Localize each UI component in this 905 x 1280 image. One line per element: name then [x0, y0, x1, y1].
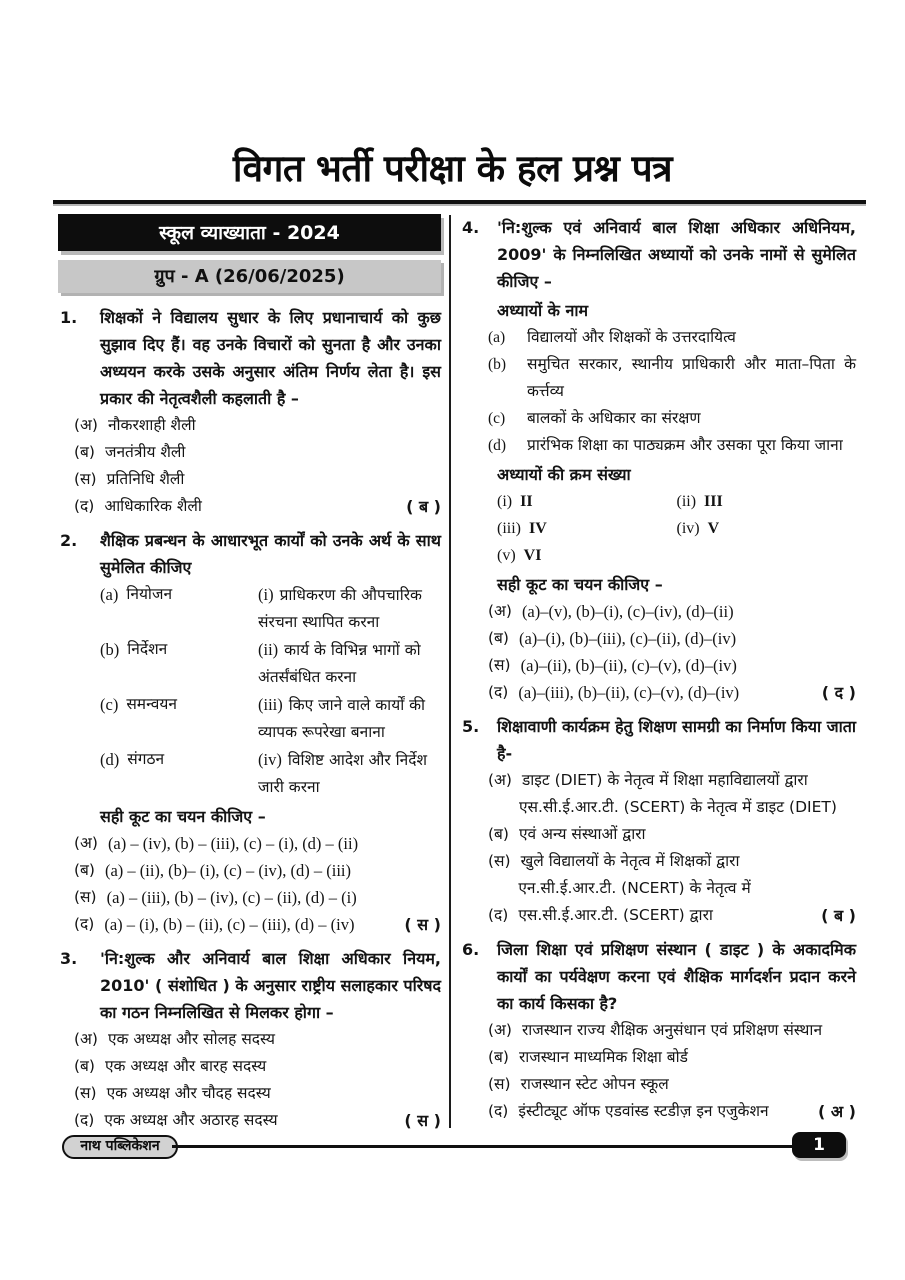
option-label: (स): [74, 1084, 97, 1102]
question-number: 6.: [462, 940, 480, 959]
chapter-row: [488, 324, 856, 351]
number-label: (iv): [676, 520, 700, 537]
option-text: इंस्टीट्यूट ऑफ एडवांस्ड स्टडीज़ इन एजुकेशन: [518, 1102, 769, 1120]
option-row: [74, 857, 441, 884]
option-label: (ब): [74, 1057, 95, 1075]
option-row: [488, 848, 856, 875]
option-label: (ब): [488, 825, 509, 843]
option-row: [74, 1053, 441, 1080]
question-text: शैक्षिक प्रबन्धन के आधारभूत कार्यों को उनके अर्थ के साथ सुमेलित कीजिए: [100, 531, 441, 577]
option-text: (a)–(ii), (b)–(ii), (c)–(v), (d)–(iv): [520, 656, 737, 675]
match-right-text: विशिष्ट आदेश और निर्देश जारी करना: [258, 751, 428, 796]
option-text: (a) – (ii), (b)– (i), (c) – (iv), (d) – (iii): [104, 861, 351, 880]
option-row: [488, 625, 856, 652]
question-3: [58, 945, 441, 1134]
chapter-row: [488, 405, 856, 432]
option-label: (अ): [74, 834, 98, 852]
chapter-row: [488, 432, 856, 459]
option-row: [74, 412, 441, 439]
option-label: (द): [74, 1111, 95, 1129]
option-label: (स): [488, 1075, 511, 1093]
option-row: [74, 1080, 441, 1107]
option-label: (अ): [488, 602, 512, 620]
option-text: राजस्थान राज्य शैक्षिक अनुसंधान एवं प्रशिक्षण संस्थान: [521, 1021, 823, 1039]
option-text: खुले विद्यालयों के नेतृत्व में शिक्षकों द्वारा: [520, 852, 740, 870]
chapter-numbers-heading: अध्यायों की क्रम संख्या: [497, 465, 631, 484]
chapter-text: बालकों के अधिकार का संरक्षण: [527, 409, 701, 427]
number-value: V: [707, 520, 720, 537]
question-4: [460, 214, 856, 706]
option-text: (a) – (i), (b) – (ii), (c) – (iii), (d) – (iv): [104, 915, 355, 934]
option-text: (a) – (iv), (b) – (iii), (c) – (i), (d) – (ii): [107, 834, 359, 853]
option-row: [74, 830, 441, 857]
option-label: (द): [74, 497, 95, 515]
roman-numbers-row: [497, 488, 856, 515]
option-label: (ब): [488, 629, 509, 647]
option-text: एक अध्यक्ष और अठारह सदस्य: [104, 1111, 278, 1129]
option-row: [74, 1107, 441, 1134]
option-label: (ब): [74, 443, 95, 461]
number-value: III: [704, 493, 723, 510]
chapter-text: समुचित सरकार, स्थानीय प्राधिकारी और माता–पिता के कर्त्तव्य: [527, 355, 856, 400]
option-row: [74, 466, 441, 493]
option-row: [74, 884, 441, 911]
option-label: (ब): [488, 1048, 509, 1066]
chapter-label: (a): [488, 329, 506, 346]
answer-key: ( स ): [404, 915, 441, 934]
match-right-label: (ii): [258, 640, 279, 659]
question-text: 'नि:शुल्क और अनिवार्य बाल शिक्षा अधिकार नियम, 2010' ( संशोधित ) के अनुसार राष्ट्रीय सलाहकार परिषद का गठन निम्नलिखित से मिलकर होगा –: [100, 949, 441, 1022]
number-label: (ii): [676, 493, 697, 510]
option-label: (ब): [74, 861, 95, 879]
match-left-label: (a): [100, 585, 119, 604]
question-1: [58, 304, 441, 520]
match-row: [100, 691, 441, 746]
option-label: (अ): [488, 1021, 512, 1039]
right-column: [460, 214, 856, 1132]
option-row: [488, 679, 856, 706]
roman-numbers-row: [497, 542, 856, 569]
chapter-names-heading: अध्यायों के नाम: [497, 301, 589, 320]
option-row: [488, 1071, 856, 1098]
option-text: डाइट (DIET) के नेतृत्व में शिक्षा महाविद्यालयों द्वारा: [521, 771, 808, 789]
exam-title-box: स्कूल व्याख्याता - 2024: [58, 214, 441, 251]
column-divider: [449, 215, 451, 1128]
question-text: शिक्षकों ने विद्यालय सुधार के लिए प्रधानाचार्य को कुछ सुझाव दिए हैं। वह उनके विचारों को सुनता है और उनका अध्ययन करके उसके अनुसार अंतिम निर्णय लेता है। इस प्रकार की नेतृत्वशैली कहलाती है –: [100, 308, 441, 408]
option-row: [488, 1017, 856, 1044]
option-row: [74, 911, 441, 938]
option-label: (स): [74, 888, 97, 906]
option-label: (स): [74, 470, 97, 488]
option-text: (a)–(i), (b)–(iii), (c)–(ii), (d)–(iv): [518, 629, 737, 648]
match-row: [100, 636, 441, 691]
number-value: VI: [523, 547, 542, 564]
chapter-label: (b): [488, 356, 507, 373]
answer-key: ( अ ): [818, 1102, 856, 1121]
title-rule: [53, 200, 866, 204]
option-text: एक अध्यक्ष और सोलह सदस्य: [107, 1030, 276, 1048]
question-5: [460, 713, 856, 929]
option-label: (स): [488, 852, 511, 870]
match-right-label: (iv): [258, 750, 282, 769]
option-text: (a)–(iii), (b)–(ii), (c)–(v), (d)–(iv): [518, 683, 740, 702]
code-heading: सही कूट का चयन कीजिए –: [100, 807, 266, 826]
match-left-text: नियोजन: [126, 585, 173, 603]
question-number: 4.: [462, 218, 480, 237]
question-6: [460, 936, 856, 1125]
code-heading: सही कूट का चयन कीजिए –: [497, 575, 663, 594]
question-number: 2.: [60, 531, 78, 550]
option-row: [488, 794, 856, 848]
answer-key: ( ब ): [406, 497, 441, 516]
match-left-label: (b): [100, 640, 120, 659]
option-label: (स): [488, 656, 511, 674]
number-value: IV: [529, 520, 547, 537]
number-label: (iii): [497, 520, 521, 537]
match-right-text: कार्य के विभिन्न भागों को अंतर्संबंधित करना: [258, 641, 421, 686]
option-label: (अ): [74, 1030, 98, 1048]
chapter-label: (c): [488, 410, 506, 427]
match-right-label: (i): [258, 585, 274, 604]
match-row: [100, 581, 441, 636]
option-row: [74, 493, 441, 520]
chapter-row: [488, 351, 856, 405]
option-label: (द): [74, 915, 95, 933]
match-left-text: समन्वयन: [126, 695, 177, 713]
number-value: II: [520, 493, 533, 510]
match-left-label: (c): [100, 695, 119, 714]
option-text: एन.सी.ई.आर.टी. (NCERT) के नेतृत्व में एस.सी.ई.आर.टी. (SCERT) द्वारा: [518, 879, 751, 924]
option-text: राजस्थान स्टेट ओपन स्कूल: [520, 1075, 669, 1093]
match-right-text: किए जाने वाले कार्यों की व्यापक रूपरेखा बनाना: [258, 696, 426, 741]
option-label: (अ): [74, 416, 98, 434]
number-label: (v): [497, 547, 516, 564]
question-2: [58, 527, 441, 938]
chapter-text: प्रारंभिक शिक्षा का पाठ्यक्रम और उसका पूरा किया जाना: [527, 436, 843, 454]
answer-key: ( द ): [821, 683, 856, 702]
match-left-text: संगठन: [127, 750, 165, 768]
footer-rule: [172, 1145, 797, 1148]
group-title-box: ग्रुप - A (26/06/2025): [58, 260, 441, 293]
option-text: एक अध्यक्ष और चौदह सदस्य: [106, 1084, 271, 1102]
match-row: [100, 746, 441, 801]
option-label: (अ): [488, 771, 512, 789]
option-text: (a) – (iii), (b) – (iv), (c) – (ii), (d) – (i): [106, 888, 357, 907]
question-text: जिला शिक्षा एवं प्रशिक्षण संस्थान ( डाइट ) के अकादमिक कार्यों का पर्यवेक्षण करना एवं शैक्षिक मार्गदर्शन प्रदान करने का कार्य किसका है?: [497, 940, 856, 1013]
option-text: जनतंत्रीय शैली: [104, 443, 186, 461]
option-row: [488, 1044, 856, 1071]
option-row: [74, 1026, 441, 1053]
question-number: 1.: [60, 308, 78, 327]
roman-numbers-row: [497, 515, 856, 542]
option-text: (a)–(v), (b)–(i), (c)–(iv), (d)–(ii): [521, 602, 734, 621]
number-label: (i): [497, 493, 513, 510]
option-text: प्रतिनिधि शैली: [106, 470, 185, 488]
option-row: [488, 875, 856, 929]
answer-key: ( ब ): [821, 906, 856, 925]
option-label: (द): [488, 683, 509, 701]
chapter-text: विद्यालयों और शिक्षकों के उत्तरदायित्व: [527, 328, 736, 346]
left-column: [58, 214, 441, 1141]
option-row: [74, 439, 441, 466]
match-left-label: (d): [100, 750, 120, 769]
match-right-text: प्राधिकरण की औपचारिक संरचना स्थापित करना: [258, 586, 422, 631]
option-text: नौकरशाही शैली: [107, 416, 196, 434]
option-text: आधिकारिक शैली: [104, 497, 202, 515]
question-text: शिक्षावाणी कार्यक्रम हेतु शिक्षण सामग्री का निर्माण किया जाता है-: [497, 717, 856, 763]
option-text: एक अध्यक्ष और बारह सदस्य: [104, 1057, 267, 1075]
page-number-badge: 1: [792, 1132, 846, 1158]
option-row: [488, 652, 856, 679]
option-text: राजस्थान माध्यमिक शिक्षा बोर्ड: [518, 1048, 688, 1066]
question-number: 3.: [60, 949, 78, 968]
option-row: [488, 598, 856, 625]
answer-key: ( स ): [404, 1111, 441, 1130]
chapter-label: (d): [488, 437, 507, 454]
match-left-text: निर्देशन: [127, 640, 168, 658]
option-row: [488, 767, 856, 794]
option-label: (द): [488, 906, 509, 924]
question-text: 'नि:शुल्क एवं अनिवार्य बाल शिक्षा अधिकार अधिनियम, 2009' के निम्नलिखित अध्यायों को उनके नामों से सुमेलित कीजिए –: [497, 218, 856, 291]
question-number: 5.: [462, 717, 480, 736]
page-title: विगत भर्ती परीक्षा के हल प्रश्न पत्र: [232, 147, 673, 190]
publisher-pill: नाथ पब्लिकेशन: [62, 1135, 178, 1159]
option-text: एस.सी.ई.आर.टी. (SCERT) के नेतृत्व में डाइट (DIET) एवं अन्य संस्थाओं द्वारा: [518, 798, 837, 843]
match-right-label: (iii): [258, 695, 283, 714]
option-label: (द): [488, 1102, 509, 1120]
option-row: [488, 1098, 856, 1125]
